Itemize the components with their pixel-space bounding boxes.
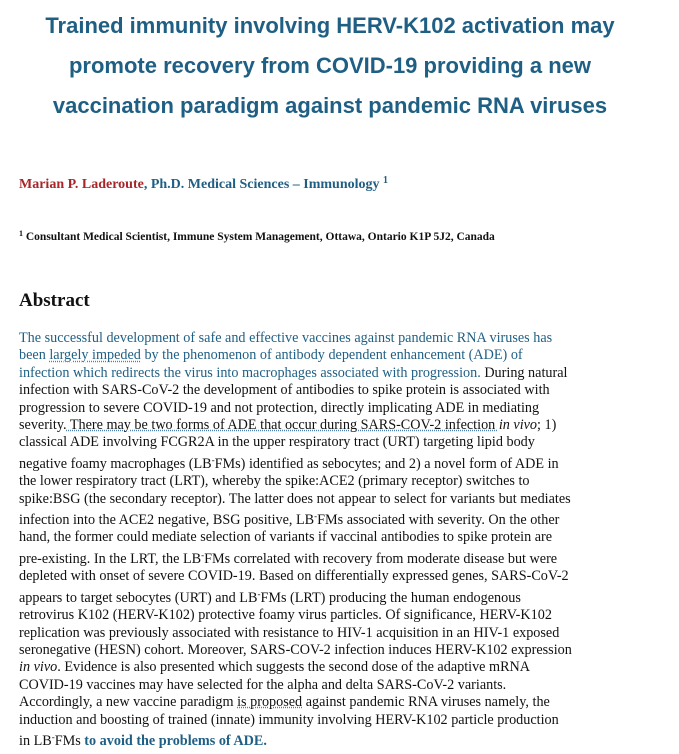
text-run: infection into the ACE2 negative, BSG positive, LB bbox=[19, 512, 315, 529]
abstract-line: retrovirus K102 (HERV-K102) protective foamy virus particles. Of significance, HERV-K102 bbox=[19, 607, 552, 624]
author-degree: Ph.D. Medical Sciences – Immunology bbox=[150, 177, 380, 192]
abstract-line: hand, the former could mediate selection of variants if vaccinal antibodies to spike protein are bbox=[19, 529, 553, 546]
abstract-line: The successful development of safe and effective vaccines against pandemic RNA viruses has bbox=[19, 330, 553, 346]
text-run: . Evidence is also presented which suggests the second dose of the adaptive mRNA bbox=[57, 659, 531, 676]
text-run: ; 1) bbox=[537, 417, 557, 434]
abstract-line: spike:BSG (the secondary receptor). The latter does not appear to select for variants but mediates bbox=[19, 490, 571, 507]
paper-title bbox=[10, 6, 650, 126]
text-run: by the phenomenon of antibody dependent enhancement (ADE) of bbox=[140, 347, 523, 364]
abstract-line bbox=[19, 659, 669, 676]
author-affiliation-mark: 1 bbox=[383, 175, 388, 186]
title-line-1: Trained immunity involving HERV-K102 activation may bbox=[45, 13, 615, 38]
abstract-line bbox=[19, 694, 669, 711]
text-run: severity. bbox=[19, 417, 67, 434]
text-run: FMs) identified as sebocytes; and 2) a novel form of ADE in bbox=[214, 455, 559, 472]
abstract-line bbox=[19, 417, 669, 434]
text-run: is proposed bbox=[237, 694, 303, 711]
author-separator: , bbox=[143, 177, 151, 192]
text-run: in vivo bbox=[19, 659, 58, 676]
abstract-body bbox=[19, 330, 669, 750]
abstract-line bbox=[19, 547, 669, 568]
author-line bbox=[19, 175, 388, 193]
text-run: negative foamy macrophages (LB bbox=[19, 455, 212, 472]
text-run: appears to target sebocytes (URT) and LB bbox=[19, 589, 258, 606]
abstract-line bbox=[19, 347, 669, 364]
abstract-line bbox=[19, 365, 669, 382]
text-run: infection which redirects the virus into macrophages associated with progression. bbox=[19, 364, 481, 381]
text-run: to avoid the problems of ADE. bbox=[84, 732, 267, 749]
text-run: - bbox=[201, 549, 205, 560]
text-run: in LB bbox=[19, 732, 52, 749]
abstract-line: classical ADE involving FCGR2A in the upper respiratory tract (URT) targeting lipid body bbox=[19, 434, 535, 451]
text-run: - bbox=[211, 454, 215, 465]
affiliation-mark: 1 bbox=[19, 229, 23, 238]
affiliation bbox=[19, 229, 495, 243]
abstract-line: depleted with onset of severe COVID-19. Based on differentially expressed genes, SARS-CoV-2 bbox=[19, 568, 569, 585]
abstract-line bbox=[19, 729, 669, 750]
abstract-line: seronegative (HESN) cohort. Moreover, SARS-COV-2 infection induces HERV-K102 expression bbox=[19, 641, 572, 658]
affiliation-text: Consultant Medical Scientist, Immune System Management, Ottawa, Ontario K1P 5J2, Canada bbox=[25, 231, 495, 243]
text-run: - bbox=[314, 511, 318, 522]
abstract-heading: Abstract bbox=[19, 290, 90, 311]
text-run: During natural bbox=[480, 364, 568, 381]
text-run: pre-existing. In the LRT, the LB bbox=[19, 550, 202, 567]
text-run: - bbox=[51, 731, 55, 742]
text-run: against pandemic RNA viruses namely, the bbox=[302, 694, 550, 711]
text-run: FMs associated with severity. On the other bbox=[317, 512, 560, 529]
text-run: FMs correlated with recovery from moderate disease but were bbox=[204, 550, 558, 567]
abstract-line: progression to severe COVID-19 and not protection, directly implicating ADE in mediating bbox=[19, 399, 540, 416]
title-line-3: vaccination paradigm against pandemic RNA viruses bbox=[52, 93, 608, 118]
abstract-line: infection with SARS-CoV-2 the development of antibodies to spike protein is associated with bbox=[19, 382, 550, 399]
abstract-line: induction and boosting of trained (innate) immunity involving HERV-K102 particle production bbox=[19, 711, 559, 728]
abstract-line bbox=[19, 508, 669, 529]
text-run: FMs bbox=[54, 732, 85, 749]
text-run: Accordingly, a new vaccine paradigm bbox=[19, 694, 238, 711]
abstract-line: COVID-19 vaccines may have selected for the alpha and delta SARS-CoV-2 variants. bbox=[19, 676, 507, 693]
text-run: - bbox=[257, 588, 261, 599]
author-name: Marian P. Laderoute bbox=[19, 177, 144, 192]
abstract-line: the lower respiratory tract (LRT), whereby the spike:ACE2 (primary receptor) switches to bbox=[19, 473, 530, 490]
abstract-line: replication was previously associated with resistance to HIV-1 acquisition in an HIV-1 exposed bbox=[19, 624, 560, 641]
text-run: FMs (LRT) producing the human endogenous bbox=[260, 589, 521, 606]
text-run: largely impeded bbox=[49, 347, 141, 364]
title-line-2: promote recovery from COVID-19 providing a new bbox=[68, 53, 591, 78]
text-run: in vivo bbox=[498, 417, 538, 434]
abstract-line bbox=[19, 586, 669, 607]
text-run: been bbox=[19, 347, 50, 364]
text-run: There may be two forms of ADE that occur during SARS-COV-2 infection bbox=[66, 417, 499, 434]
abstract-line bbox=[19, 452, 669, 473]
